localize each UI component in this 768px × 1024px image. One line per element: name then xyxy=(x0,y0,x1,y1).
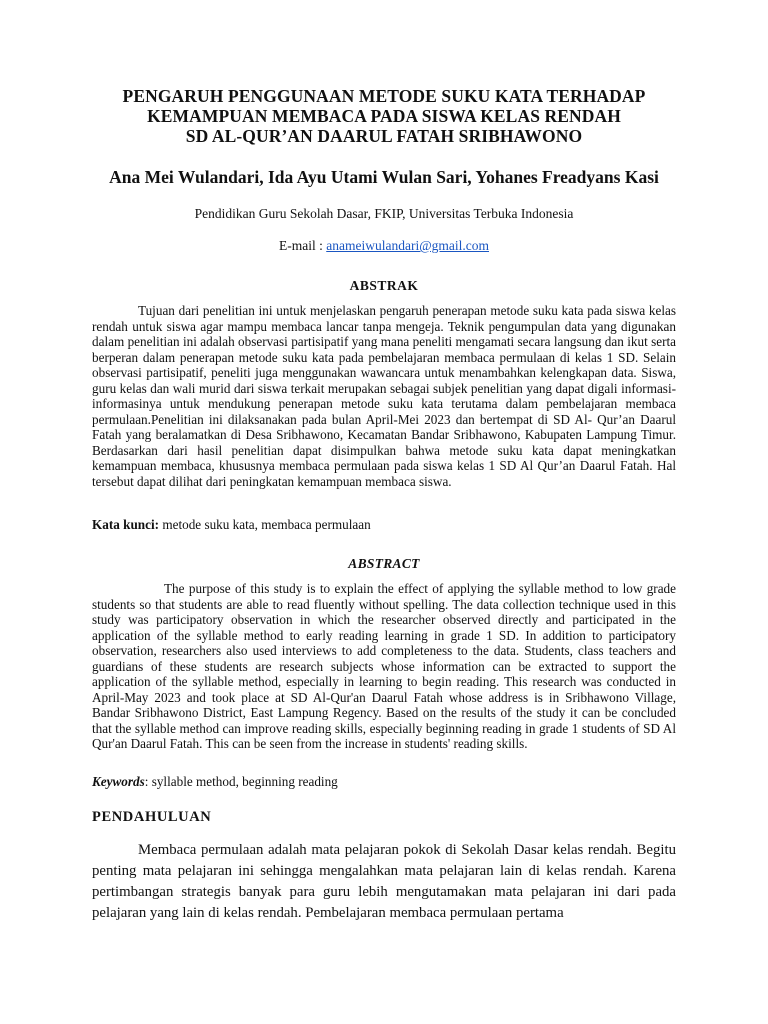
title-line-2: KEMAMPUAN MEMBACA PADA SISWA KELAS RENDAH xyxy=(147,106,621,126)
pendahuluan-heading: PENDAHULUAN xyxy=(92,808,212,825)
keywords-text: : syllable method, beginning reading xyxy=(144,773,338,789)
email-line xyxy=(92,237,676,255)
kata-kunci-label: Kata kunci: xyxy=(92,517,160,532)
abstrak-body: Tujuan dari penelitian ini untuk menjelaskan pengaruh penerapan metode suku kata pada siswa kelas rendah untuk siswa agar mampu membaca lancar tanpa mengeja. Teknik pengumpulan data yang digunakan dalam penelitian ini adalah observasi partisipatif yang mana peneliti mengamati secara langsung dan ikut serta berperan dalam penerapan metode suku kata pada pembelajaran membaca permulaan di kelas 1 SD. Selain observasi partisipatif, peneliti juga menggunakan wawancara untuk menambahkan kelengkapan data. Siswa, guru kelas dan wali murid dari siswa terkait merupakan sebagai subjek penelitian yang dapat digali informasi-informasinya untuk mendukung penerapan metode suku kata terutama dalam pembelajaran membaca permulaan.Penelitian ini dilaksanakan pada bulan April-Mei 2023 dan bertempat di SD Al- Qur’an Daarul Fatah yang beralamatkan di Desa Sribhawono, Kecamatan Bandar Sribhawono, Kabupaten Lampung Timur. Berdasarkan dari hasil penelitian dapat disimpulkan bahwa metode suku kata dapat meningkatkan kemampuan membaca, khususnya membaca permulaan pada siswa kelas 1 SD Al Qur’an Daarul Fatah. Hal tersebut dapat dilihat dari peningkatan kemampuan membaca siswa. xyxy=(92,303,676,489)
kata-kunci xyxy=(92,517,676,533)
keywords-label: Keywords xyxy=(92,773,145,789)
abstract-heading: ABSTRACT xyxy=(348,556,420,571)
affiliation: Pendidikan Guru Sekolah Dasar, FKIP, Universitas Terbuka Indonesia xyxy=(194,206,574,221)
kata-kunci-text: metode suku kata, membaca permulaan xyxy=(159,517,371,532)
keywords xyxy=(92,774,676,790)
email-link[interactable]: anameiwulandari@gmail.com xyxy=(326,238,489,253)
email-label: E-mail : xyxy=(278,238,327,253)
title-line-3: SD AL-QUR’AN DAARUL FATAH SRIBHAWONO xyxy=(185,126,583,146)
pendahuluan-body: Membaca permulaan adalah mata pelajaran pokok di Sekolah Dasar kelas rendah. Begitu penting mata pelajaran ini sehingga mengalahkan mata pelajaran lain di kelas rendah. Karena pertimbangan strategis banyak para guru lebih mengutamakan mata pelajaran ini dari pada pelajaran yang lain di kelas rendah. Pembelajaran membaca permulaan pertama xyxy=(92,841,676,921)
abstrak-heading: ABSTRAK xyxy=(349,278,419,293)
title-line-1: PENGARUH PENGGUNAAN METODE SUKU KATA TERHADAP xyxy=(122,86,646,106)
authors: Ana Mei Wulandari, Ida Ayu Utami Wulan Sari, Yohanes Freadyans Kasi xyxy=(109,167,659,187)
paper-title xyxy=(92,86,676,146)
abstract-body: The purpose of this study is to explain the effect of applying the syllable method to low grade students so that students are able to read fluently without spelling. The data collection technique used in this study was participatory observation in which the researcher observed directly and participated in the application of the syllable method to early reading learning in grade 1 SD. In addition to participatory observation, researchers also used interviews to add completeness to the data. Students, class teachers and guardians of these students are research subjects whose information can be extracted to support the application of the syllable method, especially in learning to begin reading. This research was conducted in April-May 2023 and took place at SD Al-Qur'an Daarul Fatah whose address is in Sribhawono Village, Bandar Sribhawono District, East Lampung Regency. Based on the results of the study it can be concluded that the syllable method can improve reading skills, especially beginning reading in grade 1 students of SD Al Qur'an Daarul Fatah. This can be seen from the increase in students' reading skills. xyxy=(92,581,676,751)
